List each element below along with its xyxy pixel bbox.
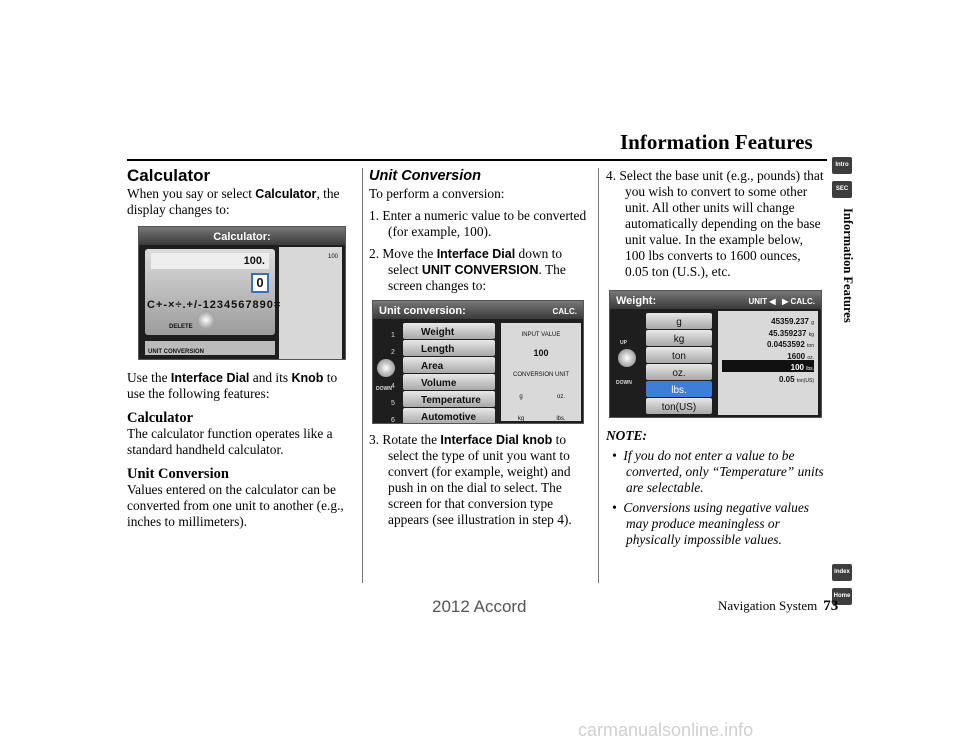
column-unit-conversion bbox=[369, 168, 591, 528]
home-tab[interactable]: Home bbox=[832, 588, 852, 605]
step-4: 4. Select the base unit (e.g., pounds) that you wish to convert to some other unit. All other units will change automatically depending on the base unit value. In the example below, 100 lbs converts to 1600 ounces, 0.05 ton (U.S.), etc. bbox=[606, 168, 824, 279]
column-calculator bbox=[127, 168, 355, 530]
section-heading-unit-conversion: Unit Conversion bbox=[369, 168, 481, 184]
weight-unit-item: kg bbox=[646, 330, 712, 346]
calc-delete-label: DELETE bbox=[169, 324, 193, 330]
step-3: 3. Rotate the Interface Dial knob to select the type of unit you want to convert (for example, weight) and push in on the dial to select. The screen for that conversion type appears (see illustration in step 4). bbox=[369, 432, 572, 527]
unit-conversion-screen-image bbox=[372, 300, 584, 424]
note-bullet: • Conversions using negative values may produce meaningless or physically impossible values. bbox=[612, 500, 809, 547]
model-watermark: 2012 Accord bbox=[432, 597, 527, 616]
conv-menu-item: Temperature bbox=[403, 391, 495, 407]
calc-zero-key: 0 bbox=[251, 273, 269, 293]
header-rule bbox=[127, 159, 827, 161]
page-footer bbox=[718, 598, 838, 615]
column-step-4 bbox=[606, 168, 826, 548]
conv-menu-item: Length bbox=[403, 340, 495, 356]
conv-down-label: DOWN bbox=[376, 386, 392, 392]
weight-results-panel bbox=[718, 311, 818, 415]
input-value-label: INPUT VALUE bbox=[521, 332, 561, 338]
unit-conversion-description: Values entered on the calculator can be converted from one unit to another (e.g., inches to millimeters). bbox=[127, 482, 344, 529]
use-dial-text: Use the Interface Dial and its Knob to use the following features: bbox=[127, 370, 338, 401]
section-heading-calculator: Calculator bbox=[127, 166, 211, 185]
note-bullet: • If you do not enter a value to be converted, only “Temperature” units are selectable. bbox=[612, 448, 824, 495]
calc-screen-title: Calculator: bbox=[139, 227, 345, 245]
page-header: Information Features bbox=[620, 130, 813, 154]
conv-menu-item: Weight bbox=[403, 323, 495, 339]
weight-unit-item: ton bbox=[646, 347, 712, 363]
subheading-unit-conversion: Unit Conversion bbox=[127, 466, 229, 482]
weight-result-row: 45.359237 kg bbox=[768, 328, 814, 338]
weight-up-label: UP bbox=[620, 340, 627, 346]
calculator-description: The calculator function operates like a standard handheld calculator. bbox=[127, 426, 333, 457]
weight-result-row: 0.05 ton(US) bbox=[778, 374, 814, 384]
calc-unit-conversion-label: UNIT CONVERSION bbox=[145, 341, 275, 355]
weight-result-row-selected: 100 lbs. bbox=[722, 360, 814, 372]
weight-result-row: 45359.237 g bbox=[771, 317, 814, 326]
conversion-intro: To perform a conversion: bbox=[369, 186, 505, 201]
column-divider bbox=[598, 168, 599, 583]
dial-knob-icon bbox=[197, 311, 215, 329]
index-tab[interactable]: Index bbox=[832, 564, 852, 581]
weight-unit-item-selected: lbs. bbox=[646, 381, 712, 397]
calculator-screen-image bbox=[138, 226, 346, 360]
weight-unit-menu bbox=[646, 313, 712, 415]
page-number: 73 bbox=[823, 598, 839, 614]
conversion-unit-label: CONVERSION UNIT bbox=[512, 372, 569, 378]
conv-menu-item: Automotive bbox=[403, 408, 495, 424]
dial-knob-icon bbox=[618, 349, 636, 367]
step-1: 1. Enter a numeric value to be converted (for example, 100). bbox=[369, 208, 587, 239]
conv-menu bbox=[403, 323, 495, 424]
conv-screen-title: Unit conversion: CALC. bbox=[373, 301, 583, 319]
calc-display: 100. bbox=[151, 253, 269, 269]
side-section-label: Information Features bbox=[841, 208, 855, 323]
weight-result-row: 0.0453592 ton bbox=[766, 340, 814, 349]
subheading-calculator: Calculator bbox=[127, 410, 194, 426]
weight-unit-item: ton(US) bbox=[646, 398, 712, 414]
conv-info-panel bbox=[501, 323, 581, 421]
sec-tab[interactable]: SEC bbox=[832, 181, 852, 198]
weight-result-row: 1600 oz. bbox=[787, 351, 814, 361]
weight-down-label: DOWN bbox=[616, 380, 632, 386]
calculator-intro: When you say or select Calculator, the display changes to: bbox=[127, 186, 340, 217]
calc-side-value: 100 bbox=[279, 247, 342, 359]
intro-tab[interactable]: Intro bbox=[832, 157, 852, 174]
note-title: NOTE: bbox=[606, 428, 647, 443]
conversion-units: g oz. kg lbs. bbox=[517, 394, 566, 422]
conv-menu-item: Area bbox=[403, 357, 495, 373]
column-divider bbox=[362, 168, 363, 583]
site-watermark: carmanualsonline.info bbox=[578, 720, 754, 740]
conv-calc-label: CALC. bbox=[552, 307, 577, 316]
weight-unit-label: UNIT bbox=[748, 297, 768, 306]
input-value: 100 bbox=[533, 348, 549, 358]
weight-unit-item: oz. bbox=[646, 364, 712, 380]
conv-menu-numbers: 1 2 4 5 6 bbox=[391, 332, 395, 424]
weight-unit-item: g bbox=[646, 313, 712, 329]
step-2: 2. Move the Interface Dial down to select UNIT CONVERSION. The screen changes to: bbox=[369, 246, 566, 293]
footer-system-name: Navigation System bbox=[718, 598, 818, 613]
dial-knob-icon bbox=[377, 359, 395, 377]
weight-screen-title: Weight: UNIT ◀ ▶ CALC. bbox=[610, 291, 821, 309]
weight-calc-label: CALC. bbox=[790, 297, 815, 306]
weight-screen-image bbox=[609, 290, 822, 418]
conv-menu-item: Volume bbox=[403, 374, 495, 390]
calc-keys: C+-×÷.+/-1234567890= bbox=[147, 299, 282, 311]
